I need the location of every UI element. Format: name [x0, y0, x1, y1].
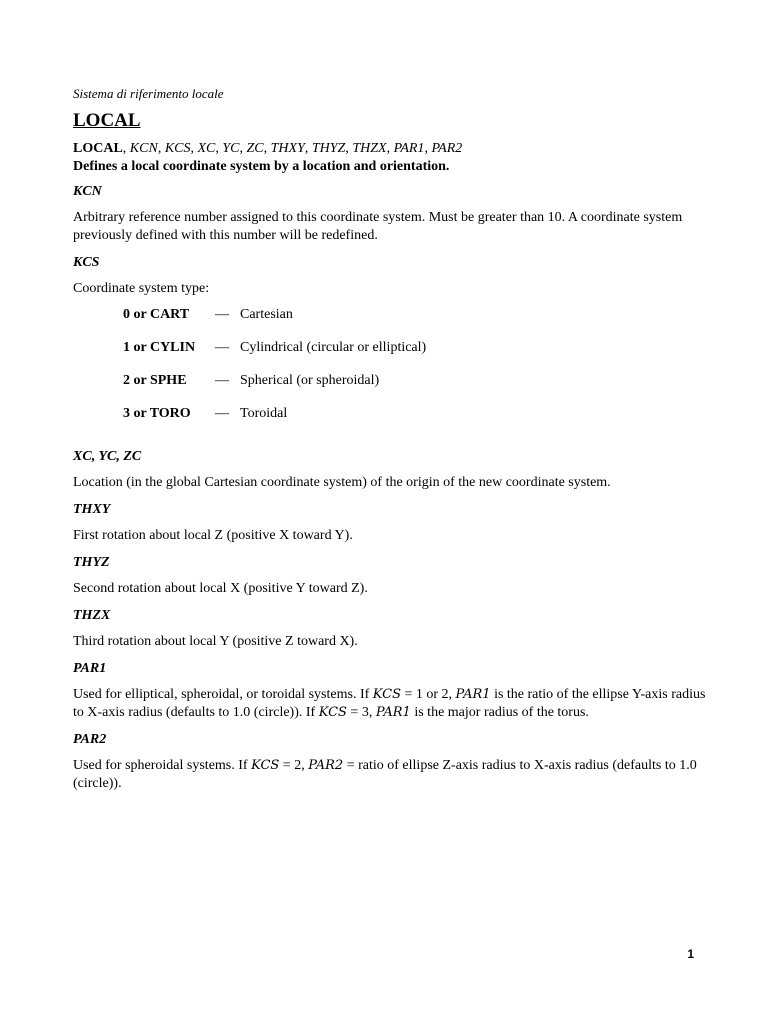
command-syntax: LOCAL, KCN, KCS, XC, YC, ZC, THXY, THYZ, THZX, PAR1, PAR2: [73, 141, 463, 156]
text-run: Used for elliptical, spheroidal, or toroidal systems. If: [73, 687, 373, 702]
var-par1: PAR1: [455, 687, 491, 702]
param-kcn-text: Arbitrary reference number assigned to this coordinate system. Must be greater than 10. A coordinate system previously defined with this number will be redefined.: [73, 210, 683, 243]
arg-par1: PAR1: [393, 141, 425, 156]
param-thxy-text: First rotation about local Z (positive X toward Y).: [73, 528, 353, 543]
kcs-type-item: [73, 340, 713, 373]
var-kcs: KCS: [251, 758, 280, 773]
type-desc: Cartesian: [240, 307, 293, 322]
type-name: 0 or CART: [123, 307, 190, 322]
text-run: is the major radius of the torus.: [410, 705, 589, 720]
param-thyz-text: Second rotation about local X (positive Y toward Z).: [73, 581, 368, 596]
param-kcs-text: Coordinate system type:: [73, 281, 210, 296]
type-name: 1 or CYLIN: [123, 340, 196, 355]
var-par1: PAR1: [375, 705, 411, 720]
arg-thyz: THYZ: [311, 141, 346, 156]
kcs-type-item: [73, 406, 713, 439]
arg-zc: ZC: [246, 141, 264, 156]
param-xyz-label: XC, YC, ZC: [73, 449, 142, 464]
section-subtitle: Sistema di riferimento locale: [73, 86, 224, 101]
kcs-type-item: [73, 373, 713, 406]
arg-kcs: KCS: [164, 141, 191, 156]
em-dash: —: [215, 373, 229, 388]
em-dash: —: [215, 307, 229, 322]
param-thzx-label: THZX: [73, 608, 111, 623]
kcs-type-list: [73, 307, 713, 439]
page-number: 1: [687, 947, 694, 961]
type-desc: Spherical (or spheroidal): [240, 373, 380, 388]
em-dash: —: [215, 406, 229, 421]
arg-par2: PAR2: [431, 141, 463, 156]
label-zc: ZC: [123, 449, 142, 464]
arg-xc: XC: [197, 141, 216, 156]
param-par2-text: [73, 757, 713, 793]
arg-yc: YC: [222, 141, 240, 156]
param-kcs-label: KCS: [73, 255, 100, 270]
document-page: [73, 86, 713, 802]
var-par2: PAR2: [308, 758, 344, 773]
command-description: Defines a local coordinate system by a location and orientation.: [73, 159, 450, 174]
text-run: = 2,: [279, 758, 309, 773]
label-xc: XC: [73, 449, 92, 464]
text-run: Used for spheroidal systems. If: [73, 758, 252, 773]
type-desc: Toroidal: [240, 406, 288, 421]
text-run: = 1 or 2,: [400, 687, 456, 702]
label-yc: YC: [98, 449, 117, 464]
var-kcs: KCS: [318, 705, 347, 720]
text-run: = ratio of ellipse Z-axis radius to X-axis radius (defaults to 1.0 (circle)).: [73, 758, 697, 791]
em-dash: —: [215, 340, 229, 355]
param-par1-text: [73, 686, 713, 722]
page-title: LOCAL: [73, 110, 141, 131]
kcs-type-item: [73, 307, 713, 340]
command-name: LOCAL: [73, 141, 123, 156]
param-xyz-text: Location (in the global Cartesian coordinate system) of the origin of the new coordinate system.: [73, 475, 611, 490]
type-desc: Cylindrical (circular or elliptical): [240, 340, 427, 355]
param-par2-label: PAR2: [73, 732, 107, 747]
type-name: 3 or TORO: [123, 406, 191, 421]
param-kcn-label: KCN: [73, 184, 102, 199]
param-thzx-text: Third rotation about local Y (positive Z toward X).: [73, 634, 358, 649]
var-kcs: KCS: [372, 687, 401, 702]
text-run: = 3,: [346, 705, 376, 720]
param-thyz-label: THYZ: [73, 555, 110, 570]
arg-kcn: KCN: [129, 141, 158, 156]
arg-thzx: THZX: [352, 141, 387, 156]
param-thxy-label: THXY: [73, 502, 111, 517]
text-run: is the ratio of the ellipse Y-axis radius to X-axis radius (defaults to 1.0 (circle)). If: [73, 687, 706, 720]
arg-thxy: THXY: [270, 141, 305, 156]
type-name: 2 or SPHE: [123, 373, 187, 388]
param-par1-label: PAR1: [73, 661, 107, 676]
